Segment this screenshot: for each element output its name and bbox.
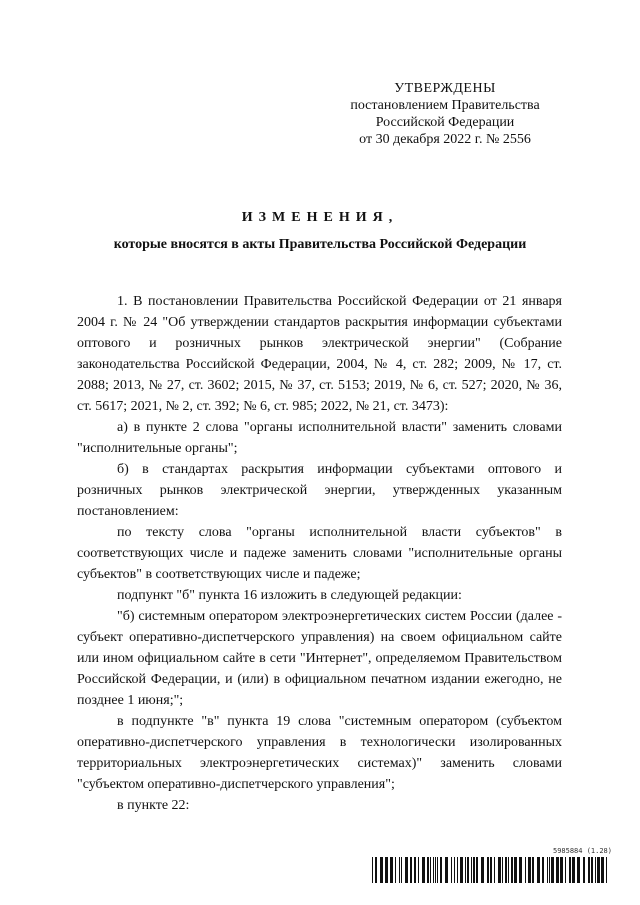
barcode-bar bbox=[577, 857, 580, 883]
barcode-bar bbox=[508, 857, 509, 883]
barcode-bar bbox=[537, 857, 540, 883]
paragraph-7: в подпункте "в" пункта 19 слова "системным оператором (субъектом оперативно-диспетчерского управления в технологически изолированных территориальных электроэнергетических системах)" заменить словами "субъектом оперативно-диспетчерского управления"; bbox=[77, 714, 562, 792]
barcode-bar bbox=[572, 857, 575, 883]
barcode-bar bbox=[502, 857, 503, 883]
barcode-bar bbox=[551, 857, 554, 883]
barcode-bar bbox=[454, 857, 455, 883]
barcode-graphic bbox=[372, 857, 612, 883]
barcode-bar bbox=[481, 857, 484, 883]
barcode-bar bbox=[433, 857, 434, 883]
paragraph-1: 1. В постановлении Правительства Российской Федерации от 21 января 2004 г. № 24 "Об утверждении стандартов раскрытия информации субъектами оптового и розничных рынков электрической энергии" (Собрание законодательства Российской Федерации, 2004, № 4, ст. 282; 2009, № 17, ст. 2088; 2013, № 27, ст. 3602; 2015, № 37, ст. 5153; 2019, № 6, ст. 527; 2020, № 36, ст. 5617; 2021, № 2, ст. 392; № 6, ст. 985; 2022, № 21, ст. 3473): bbox=[77, 294, 562, 414]
barcode-bar bbox=[556, 857, 559, 883]
barcode-bar bbox=[437, 857, 438, 883]
barcode-bar bbox=[595, 857, 596, 883]
paragraph-2: а) в пункте 2 слова "органы исполнительной власти" заменить словами "исполнительные органы"; bbox=[77, 420, 562, 456]
barcode-bar bbox=[494, 857, 495, 883]
approval-heading: УТВЕРЖДЕНЫ bbox=[394, 81, 496, 96]
paragraph-5: подпункт "б" пункта 16 изложить в следующей редакции: bbox=[117, 588, 462, 603]
barcode-bar bbox=[549, 857, 550, 883]
barcode-bar bbox=[532, 857, 534, 883]
document-title: ИЗМЕНЕНИЯ, bbox=[241, 210, 399, 225]
barcode-bar bbox=[390, 857, 393, 883]
barcode-bar bbox=[542, 857, 544, 883]
barcode-bar bbox=[460, 857, 463, 883]
barcode-bar bbox=[514, 857, 517, 883]
barcode-bar bbox=[467, 857, 469, 883]
document-body bbox=[77, 291, 562, 816]
barcode-bar bbox=[401, 857, 402, 883]
barcode bbox=[372, 857, 612, 883]
barcode-bar bbox=[405, 857, 408, 883]
barcode-bar bbox=[427, 857, 429, 883]
paragraph-8: в пункте 22: bbox=[117, 798, 190, 813]
barcode-number: 5985884 (1.28) bbox=[552, 847, 612, 855]
barcode-bar bbox=[547, 857, 548, 883]
barcode-bar bbox=[465, 857, 466, 883]
paragraph-3: б) в стандартах раскрытия информации субъектами оптового и розничных рынков электрической энергии, утвержденных указанным постановлением: bbox=[77, 462, 562, 519]
barcode-bar bbox=[375, 857, 377, 883]
barcode-bar bbox=[597, 857, 600, 883]
approval-line-4: от 30 декабря 2022 г. № 2556 bbox=[359, 132, 531, 147]
barcode-bar bbox=[476, 857, 478, 883]
barcode-bar bbox=[606, 857, 607, 883]
barcode-bar bbox=[418, 857, 419, 883]
barcode-bar bbox=[471, 857, 472, 883]
barcode-bar bbox=[430, 857, 431, 883]
paragraph-4: по тексту слова "органы исполнительной власти субъектов" в соответствующих числе и падеже заменить словами "исполнительные органы субъектов" в соответствующих числе и падеже; bbox=[77, 525, 562, 582]
barcode-bar bbox=[445, 857, 448, 883]
barcode-bar bbox=[451, 857, 452, 883]
barcode-bar bbox=[583, 857, 585, 883]
barcode-bar bbox=[519, 857, 522, 883]
barcode-bar bbox=[487, 857, 489, 883]
barcode-bar bbox=[410, 857, 412, 883]
barcode-bar bbox=[440, 857, 442, 883]
barcode-bar bbox=[511, 857, 513, 883]
barcode-block bbox=[372, 847, 612, 883]
barcode-bar bbox=[498, 857, 501, 883]
barcode-bar bbox=[385, 857, 388, 883]
approval-line-3: Российской Федерации bbox=[375, 115, 515, 130]
paragraph-6: "б) системным оператором электроэнергетических систем России (далее - субъект оперативно-диспетчерского управления) на своем официальном сайте или ином официальном сайте в сети "Интернет", определяемом Правительством Российской Федерации, и (или) в официальном печатном издании ежегодно, не позднее 1 июня;"; bbox=[77, 609, 562, 708]
barcode-bar bbox=[601, 857, 604, 883]
barcode-bar bbox=[422, 857, 425, 883]
barcode-bar bbox=[435, 857, 436, 883]
approval-line-2: постановлением Правительства bbox=[350, 98, 540, 113]
barcode-bar bbox=[490, 857, 492, 883]
barcode-bar bbox=[591, 857, 593, 883]
barcode-bar bbox=[588, 857, 590, 883]
barcode-bar bbox=[525, 857, 526, 883]
barcode-bar bbox=[505, 857, 507, 883]
barcode-bar bbox=[380, 857, 383, 883]
barcode-bar bbox=[395, 857, 396, 883]
barcode-bar bbox=[528, 857, 531, 883]
approval-block bbox=[330, 80, 560, 148]
barcode-bar bbox=[569, 857, 571, 883]
barcode-bar bbox=[473, 857, 475, 883]
barcode-bar bbox=[399, 857, 400, 883]
barcode-bar bbox=[414, 857, 416, 883]
barcode-bar bbox=[565, 857, 566, 883]
barcode-bar bbox=[372, 857, 373, 883]
barcode-bar bbox=[560, 857, 563, 883]
barcode-bar bbox=[457, 857, 458, 883]
document-subtitle: которые вносятся в акты Правительства Российской Федерации bbox=[113, 237, 527, 252]
